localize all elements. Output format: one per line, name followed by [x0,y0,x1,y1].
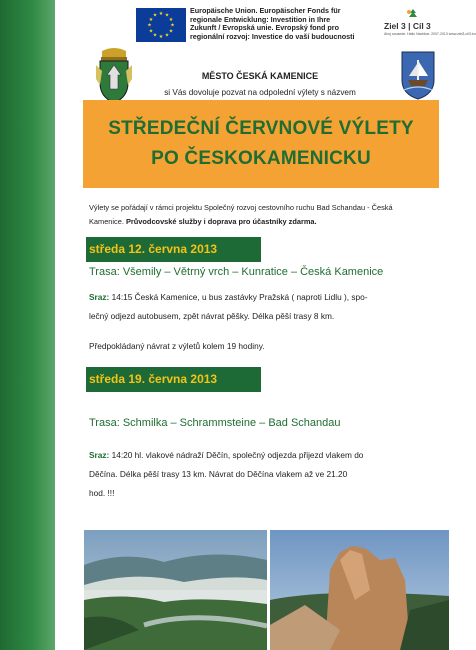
eu-text-line: regionální rozvoj: Investice do vaší budoucnosti [190,31,355,41]
trip1-route: Trasa: Všemily – Větrný vrch – Kunratice – Česká Kamenice [89,266,384,278]
trip2-meeting [89,446,444,503]
town-coat-of-arms-icon [94,45,134,105]
intro-free-note: Průvodcovské služby i doprava pro účastníky zdarma. [125,216,317,226]
intro-line-2 [89,215,439,229]
trip2-date-bar: středa 19. června 2013 [86,367,261,392]
trip2-sraz-text: 14:20 hl. vlakové nádraží Děčín, společný odjezda přijezd vlakem do [109,450,364,460]
trip2-route: Trasa: Schmilka – Schrammsteine – Bad Schandau [89,417,341,429]
trip1-meeting-line-2: lečný odjezd autobusem, zpět návrat pěšky. Délka pěší trasy 8 km. [89,311,335,321]
eu-flag-icon [136,8,186,42]
trip2-meeting-line-2: Děčína. Délka pěší trasy 13 km. Návrat do Děčína vlakem až ve 21.20 [89,469,348,479]
ziel3-label: Ziel 3 | Cíl 3 [384,21,431,31]
rock-formation-photo [270,530,449,650]
svg-text:★: ★ [168,28,174,35]
intro-paragraph [89,201,439,228]
svg-text:★: ★ [164,12,170,19]
eu-funding-text [190,7,380,41]
trip1-sraz-label: Sraz: [89,292,110,302]
title-line-2: PO ČESKOKAMENICKU [151,148,371,169]
svg-text:★: ★ [147,22,152,29]
trip1-meeting-line-1 [89,288,444,307]
ziel3-logo-icon [384,8,476,44]
trip1-sraz-text: 14:15 Česká Kamenice, u bus zastávky Pražská ( naproti Lidlu ), spo- [109,292,368,302]
trip2-sraz-label: Sraz: [89,450,110,460]
valley-photo [84,530,267,650]
trip1-meeting [89,288,444,326]
svg-text:★: ★ [152,12,158,19]
trip2-meeting-line-1 [89,446,444,465]
intro-line-1: Výlety se pořádají v rámci projektu Společný rozvoj cestovního ruchu Bad Schandau - Česká [89,203,393,212]
town-name: MĚSTO ČESKÁ KAMENICE [201,71,319,81]
trip2-meeting-line-3: hod. !!! [89,488,115,498]
svg-text:★: ★ [164,32,170,39]
ziel3-small-text: Ahoj sousede. Hallo Nachbar. 2007-2013 www.ziel3-cil3.eu [384,32,476,36]
eu-text-line: Europäische Union. Europäischer Fonds für [190,6,341,15]
trip1-date-bar: středa 12. června 2013 [86,237,261,262]
title-line-1: STŘEDEČNÍ ČERVNOVÉ VÝLETY [108,118,414,139]
svg-text:★: ★ [148,16,154,23]
eu-text-line: Zukunft / Evropská unie. Evropský fond pro [190,23,339,33]
svg-text:★: ★ [170,22,175,29]
invitation-text: si Vás dovoluje pozvat na odpolední výlety s názvem [164,88,356,97]
ship-coat-of-arms-icon [400,50,436,100]
trip1-return: Předpokládaný návrat z výletů kolem 19 hodiny. [89,341,265,351]
svg-text:★: ★ [148,28,154,35]
svg-text:★: ★ [158,34,164,41]
intro-line-2-plain: Kamenice. [89,216,126,226]
svg-text:★: ★ [152,32,158,39]
svg-text:★: ★ [158,11,164,17]
event-title-box [83,100,439,188]
eu-text-line: regionale Entwicklung: Investition in Ihre [190,14,331,24]
svg-text:★: ★ [168,16,174,23]
